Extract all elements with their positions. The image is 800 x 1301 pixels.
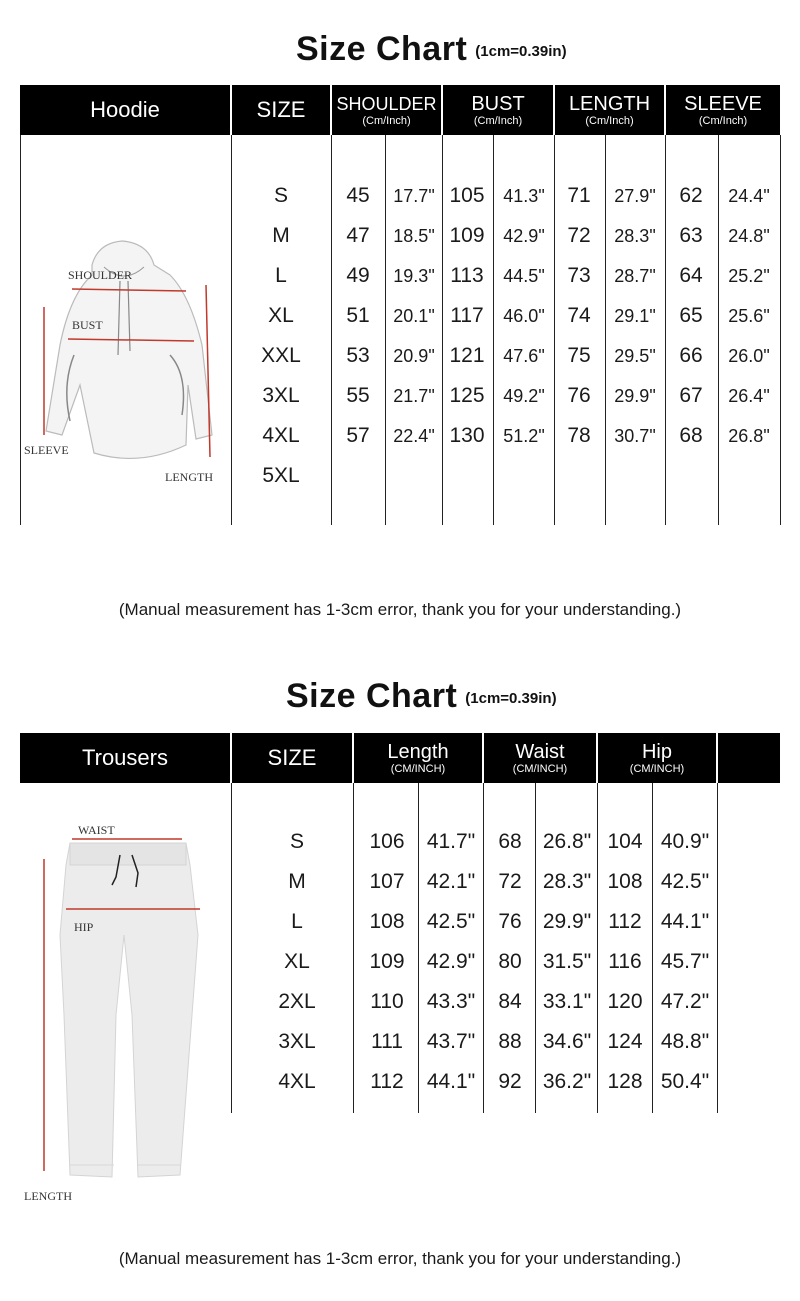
measurement-cell: 42.1" [426, 870, 476, 893]
measurement-cell: 28.7" [614, 266, 656, 286]
size-cell: M [288, 870, 306, 893]
measurement-cell: 128 [607, 1070, 643, 1093]
measurement-cell: 42.5" [426, 910, 476, 933]
hoodie-col-header-length [555, 85, 664, 135]
size-cell: L [275, 264, 287, 287]
size-cell: XXL [261, 344, 301, 367]
measurement-cell: 113 [450, 264, 484, 287]
measurement-cell: 68 [498, 830, 522, 853]
trousers-figure-waist-label: WAIST [78, 823, 115, 837]
measurement-cell: 19.3" [393, 266, 435, 286]
hoodie-col-length-unit: (Cm/Inch) [585, 114, 634, 127]
measurement-cell: 28.3" [614, 226, 656, 246]
measurement-cell: 43.7" [426, 1030, 476, 1053]
measurement-cell: 74 [567, 304, 591, 327]
measurement-cell: 65 [679, 304, 703, 327]
measurement-cell: 44.5" [503, 266, 545, 286]
measurement-cell: 112 [370, 1070, 404, 1093]
trousers-grid-line [353, 783, 354, 1113]
size-cell: 4XL [278, 1070, 316, 1093]
trousers-illustration [20, 815, 230, 1210]
measurement-cell: 47.2" [660, 990, 710, 1013]
hoodie-grid-line [231, 135, 232, 525]
measurement-cell: 29.9" [614, 386, 656, 406]
measurement-cell: 44.1" [426, 1070, 476, 1093]
measurement-cell: 124 [607, 1030, 643, 1053]
measurement-cell: 24.8" [728, 226, 770, 246]
size-cell: 5XL [262, 464, 300, 487]
measurement-cell: 104 [607, 830, 643, 853]
hoodie-col-sleeve-name: SLEEVE [684, 92, 762, 115]
measurement-cell: 29.5" [614, 346, 656, 366]
trousers-product-header [20, 733, 230, 783]
measurement-cell: 75 [567, 344, 591, 367]
hoodie-col-bust-unit: (Cm/Inch) [473, 114, 523, 127]
measurement-cell: 51.2" [503, 426, 545, 446]
hoodie-size-header-label: SIZE [256, 97, 306, 122]
measurement-cell: 17.7" [393, 186, 435, 206]
trousers-figure-hip-label: HIP [74, 920, 94, 934]
measurement-cell: 27.9" [614, 186, 656, 206]
measurement-cell: 76 [498, 910, 522, 933]
measurement-cell: 64 [679, 264, 703, 287]
measurement-cell: 71 [567, 184, 591, 207]
measurement-cell: 41.3" [503, 186, 545, 206]
hoodie-col-header-shoulder [332, 85, 441, 135]
measurement-cell: 80 [498, 950, 522, 973]
measurement-cell: 29.9" [542, 910, 592, 933]
measurement-cell: 57 [346, 424, 370, 447]
hoodie-product-header [20, 85, 230, 135]
measurement-cell: 25.6" [728, 306, 770, 326]
measurement-cell: 47 [346, 224, 370, 247]
measurement-cell: 108 [607, 870, 643, 893]
trousers-measurement-note: (Manual measurement has 1-3cm error, thank you for your understanding.) [118, 1249, 682, 1268]
hoodie-product-label: Hoodie [90, 97, 160, 122]
measurement-cell: 106 [369, 830, 405, 853]
measurement-cell: 43.3" [426, 990, 476, 1013]
measurement-cell: 34.6" [542, 1030, 592, 1053]
measurement-cell: 53 [346, 344, 370, 367]
trousers-col-length-name: Length [387, 740, 449, 763]
measurement-cell: 88 [498, 1030, 522, 1053]
measurement-cell: 51 [346, 304, 370, 327]
measurement-cell: 20.9" [393, 346, 435, 366]
measurement-cell: 26.8" [728, 426, 770, 446]
measurement-cell: 116 [608, 950, 642, 973]
measurement-cell: 110 [370, 990, 404, 1013]
hoodie-measurement-note: (Manual measurement has 1-3cm error, thank you for your understanding.) [118, 600, 682, 619]
measurement-cell: 20.1" [393, 306, 435, 326]
hoodie-illustration [20, 235, 230, 490]
measurement-cell: 42.9" [503, 226, 545, 246]
measurement-cell: 40.9" [660, 830, 710, 853]
hoodie-col-bust-name: BUST [471, 92, 525, 115]
measurement-cell: 109 [449, 224, 485, 247]
measurement-cell: 107 [369, 870, 405, 893]
size-cell: 2XL [278, 990, 316, 1013]
measurement-cell: 121 [449, 344, 485, 367]
size-cell: XL [268, 304, 294, 327]
measurement-cell: 111 [371, 1030, 403, 1053]
hoodie-col-shoulder-name: SHOULDER [336, 93, 437, 114]
measurement-cell: 92 [498, 1070, 522, 1093]
measurement-cell: 46.0" [503, 306, 545, 326]
trousers-title-text: Size Chart [286, 677, 458, 715]
size-cell: 3XL [262, 384, 300, 407]
trousers-header-filler [718, 733, 780, 783]
hoodie-col-sleeve-unit: (Cm/Inch) [698, 114, 748, 127]
size-cell: 4XL [262, 424, 300, 447]
measurement-cell: 72 [498, 870, 522, 893]
measurement-cell: 63 [679, 224, 703, 247]
measurement-cell: 125 [449, 384, 485, 407]
trousers-col-waist-unit: (CM/INCH) [512, 762, 568, 775]
trousers-unit-note: (1cm=0.39in) [465, 690, 557, 707]
measurement-cell: 62 [679, 184, 703, 207]
trousers-col-header-length [354, 733, 482, 783]
measurement-cell: 22.4" [393, 426, 435, 446]
measurement-cell: 76 [567, 384, 591, 407]
measurement-cell: 30.7" [614, 426, 656, 446]
measurement-cell: 66 [679, 344, 703, 367]
hoodie-col-header-sleeve [666, 85, 780, 135]
trousers-col-length-unit: (CM/INCH) [390, 762, 446, 775]
hoodie-col-shoulder-unit: (Cm/Inch) [362, 114, 411, 127]
trousers-grid-line [418, 783, 419, 1113]
measurement-cell: 31.5" [542, 950, 592, 973]
trousers-size-header-label: SIZE [267, 745, 317, 770]
trousers-col-hip-unit: (CM/INCH) [629, 762, 685, 775]
trousers-product-label: Trousers [82, 745, 168, 770]
trousers-size-header [232, 733, 352, 783]
measurement-cell: 108 [369, 910, 405, 933]
size-cell: S [289, 830, 304, 853]
size-cell: XL [284, 950, 310, 973]
hoodie-unit-note: (1cm=0.39in) [475, 43, 567, 60]
trousers-figure-length-label: LENGTH [24, 1189, 72, 1203]
hoodie-figure-sleeve-label: SLEEVE [24, 443, 69, 457]
trousers-grid-line [717, 783, 718, 1113]
measurement-cell: 25.2" [728, 266, 770, 286]
measurement-cell: 55 [346, 384, 370, 407]
measurement-cell: 26.0" [728, 346, 770, 366]
trousers-grid-line [231, 783, 232, 1113]
trousers-col-header-hip [598, 733, 716, 783]
measurement-cell: 44.1" [660, 910, 710, 933]
measurement-cell: 49 [346, 264, 370, 287]
trousers-col-hip-name: Hip [641, 740, 672, 763]
measurement-cell: 84 [498, 990, 522, 1013]
hoodie-size-header [232, 85, 330, 135]
measurement-cell: 49.2" [503, 386, 545, 406]
measurement-cell: 67 [679, 384, 703, 407]
trousers-garment-shape [60, 843, 198, 1177]
measurement-cell: 130 [449, 424, 485, 447]
measurement-cell: 29.1" [614, 306, 656, 326]
hoodie-grid-line [780, 135, 781, 525]
hoodie-chart-title [296, 30, 567, 69]
hoodie-figure-bust-label: BUST [72, 318, 103, 332]
measurement-cell: 21.7" [393, 386, 435, 406]
measurement-cell: 36.2" [542, 1070, 592, 1093]
hoodie-title-text: Size Chart [296, 30, 468, 68]
measurement-cell: 42.9" [426, 950, 476, 973]
size-cell: M [272, 224, 290, 247]
hoodie-figure-length-label: LENGTH [165, 470, 213, 484]
measurement-cell: 41.7" [426, 830, 476, 853]
measurement-cell: 68 [679, 424, 703, 447]
measurement-cell: 45.7" [660, 950, 710, 973]
size-cell: S [273, 184, 288, 207]
hoodie-col-header-bust [443, 85, 553, 135]
size-cell: L [291, 910, 303, 933]
trousers-chart-title [286, 677, 557, 716]
measurement-cell: 47.6" [503, 346, 545, 366]
measurement-cell: 109 [369, 950, 405, 973]
measurement-cell: 33.1" [542, 990, 592, 1013]
hoodie-figure-shoulder-label: SHOULDER [68, 268, 133, 282]
trousers-col-header-waist [484, 733, 596, 783]
measurement-cell: 120 [607, 990, 643, 1013]
measurement-cell: 112 [608, 910, 642, 933]
measurement-cell: 24.4" [728, 186, 770, 206]
measurement-cell: 105 [449, 184, 485, 207]
measurement-cell: 73 [567, 264, 591, 287]
measurement-cell: 18.5" [393, 226, 435, 246]
hoodie-col-length-name: LENGTH [568, 92, 651, 115]
measurement-cell: 42.5" [660, 870, 710, 893]
measurement-cell: 72 [567, 224, 591, 247]
measurement-cell: 48.8" [660, 1030, 710, 1053]
measurement-cell: 26.8" [542, 830, 592, 853]
measurement-cell: 78 [567, 424, 591, 447]
measurement-cell: 28.3" [542, 870, 592, 893]
trousers-col-waist-name: Waist [515, 740, 565, 763]
measurement-cell: 50.4" [660, 1070, 710, 1093]
measurement-cell: 117 [450, 304, 484, 327]
measurement-cell: 45 [346, 184, 370, 207]
size-cell: 3XL [278, 1030, 316, 1053]
measurement-cell: 26.4" [728, 386, 770, 406]
